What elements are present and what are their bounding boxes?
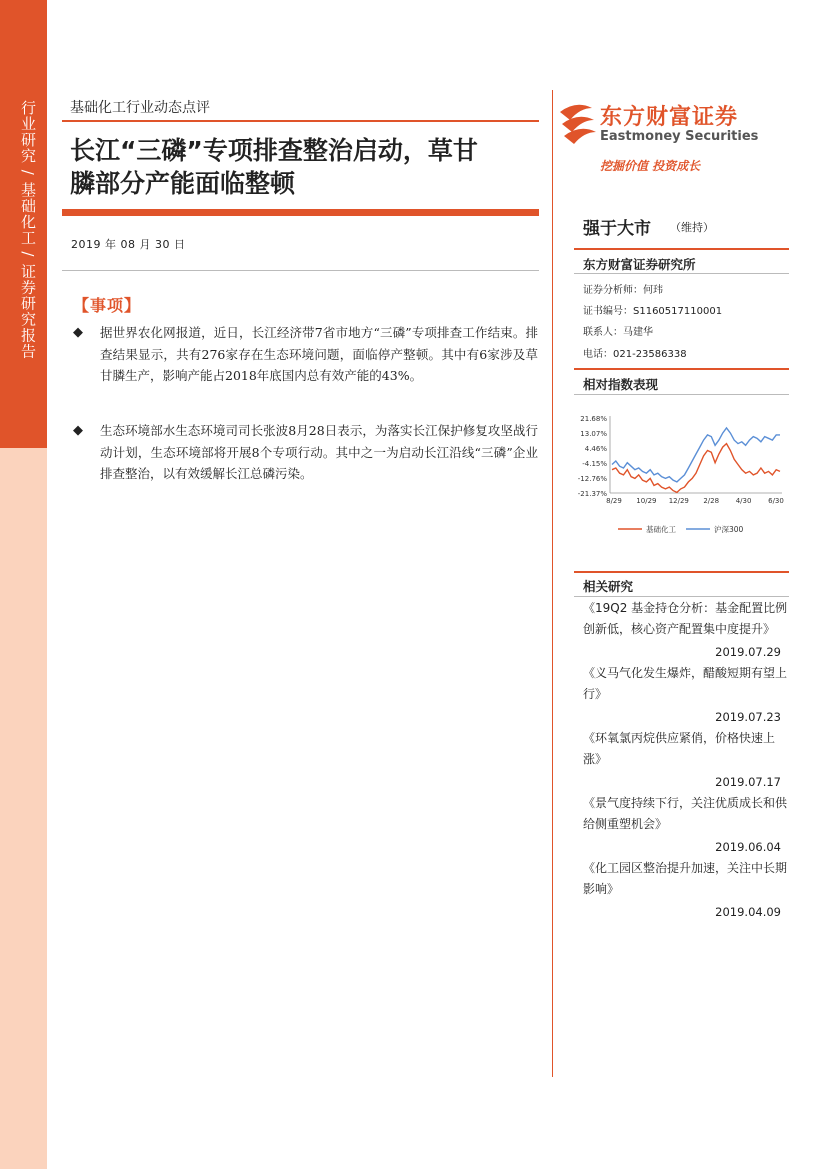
rating: 强于大市 — [583, 219, 651, 239]
divider — [574, 394, 789, 395]
y-tick-label: 21.68% — [580, 415, 607, 423]
divider — [62, 270, 539, 271]
list-item — [73, 420, 538, 490]
chart-heading: 相对指数表现 — [583, 377, 659, 392]
relative-index-chart — [574, 405, 789, 540]
divider — [574, 368, 789, 370]
related-item-date: 2019.04.09 — [715, 905, 781, 919]
diamond-bullet-icon: ◆ — [73, 423, 83, 438]
x-tick-label: 6/30 — [768, 497, 784, 505]
divider — [574, 248, 789, 250]
page-title — [70, 134, 540, 200]
divider — [574, 596, 789, 597]
related-item-title: 《义马气化发生爆炸，醋酸短期有望上行》 — [583, 666, 788, 701]
brand-name: 东方财富证券 — [600, 105, 739, 130]
related-item-date: 2019.07.17 — [715, 775, 781, 789]
brand-slogan: 挖掘价值 投资成长 — [600, 159, 701, 173]
report-category: 基础化工行业动态点评 — [70, 100, 210, 116]
cert-number: 证书编号：S1160517110001 — [583, 306, 723, 317]
bullet-text: 据世界农化网报道，近日，长江经济带7省市地方“三磷”专项排查工作结束。排查结果显示，共有276家存在生态环境问题，面临停产整顿。其中有6家涉及草甘膦生产，影响产能占2018年底国内总有效产能的43%。 — [100, 325, 538, 383]
title-divider — [62, 209, 539, 216]
related-item-date: 2019.07.23 — [715, 710, 781, 724]
divider — [574, 571, 789, 573]
sidebar-label: 行业研究 / 基础化工 / 证券研究报告 — [19, 100, 37, 360]
title-line: 长江“三磷”专项排查整治启动，草甘 — [70, 136, 478, 165]
y-tick-label: -21.37% — [577, 490, 607, 498]
related-item-date: 2019.07.29 — [715, 645, 781, 659]
diamond-bullet-icon: ◆ — [73, 325, 83, 340]
x-tick-label: 10/29 — [636, 497, 657, 505]
title-line: 膦部分产能面临整顿 — [70, 169, 296, 198]
list-item — [73, 322, 538, 412]
column-divider — [552, 90, 553, 1077]
report-date: 2019 年 08 月 30 日 — [71, 238, 186, 251]
x-tick-label: 2/28 — [703, 497, 720, 505]
sidebar-band-light — [0, 448, 47, 1169]
x-tick-label: 12/29 — [668, 497, 689, 505]
section-heading: 【事项】 — [73, 296, 142, 315]
x-tick-label: 8/29 — [606, 497, 622, 505]
institute-name: 东方财富证券研究所 — [583, 257, 696, 272]
y-tick-label: 4.46% — [584, 445, 607, 453]
legend-label: 基础化工 — [646, 525, 676, 534]
y-tick-label: -12.76% — [577, 475, 607, 483]
y-tick-label: -4.15% — [582, 460, 607, 468]
related-item-title: 《景气度持续下行，关注优质成长和供给侧重塑机会》 — [583, 796, 788, 831]
legend-label: 沪深300 — [714, 525, 744, 534]
related-heading: 相关研究 — [583, 579, 634, 594]
related-item-date: 2019.06.04 — [715, 840, 781, 854]
related-item-title: 《化工园区整治提升加速，关注中长期影响》 — [583, 861, 788, 896]
phone: 电话：021-23586338 — [583, 349, 687, 360]
y-tick-label: 13.07% — [580, 430, 607, 438]
related-item-title: 《19Q2 基金持仓分析：基金配置比例创新低，核心资产配置集中度提升》 — [583, 601, 788, 636]
bullet-text: 生态环境部水生态环境司司长张波8月28日表示，为落实长江保护修复攻坚战行动计划，生态环境部将开展8个专项行动。其中之一为启动长江沿线“三磷”企业排查整治，以有效缓解长江总磷污染。 — [100, 423, 538, 481]
divider — [574, 273, 789, 274]
x-tick-label: 4/30 — [735, 497, 752, 505]
analyst: 证券分析师：何玮 — [583, 285, 663, 296]
contact: 联系人：马建华 — [583, 327, 653, 338]
rating-note: （维持） — [670, 221, 714, 234]
brand-name-en: Eastmoney Securities — [600, 129, 759, 144]
related-item-title: 《环氧氯丙烷供应紧俏，价格快速上涨》 — [583, 731, 776, 766]
divider — [62, 120, 539, 122]
